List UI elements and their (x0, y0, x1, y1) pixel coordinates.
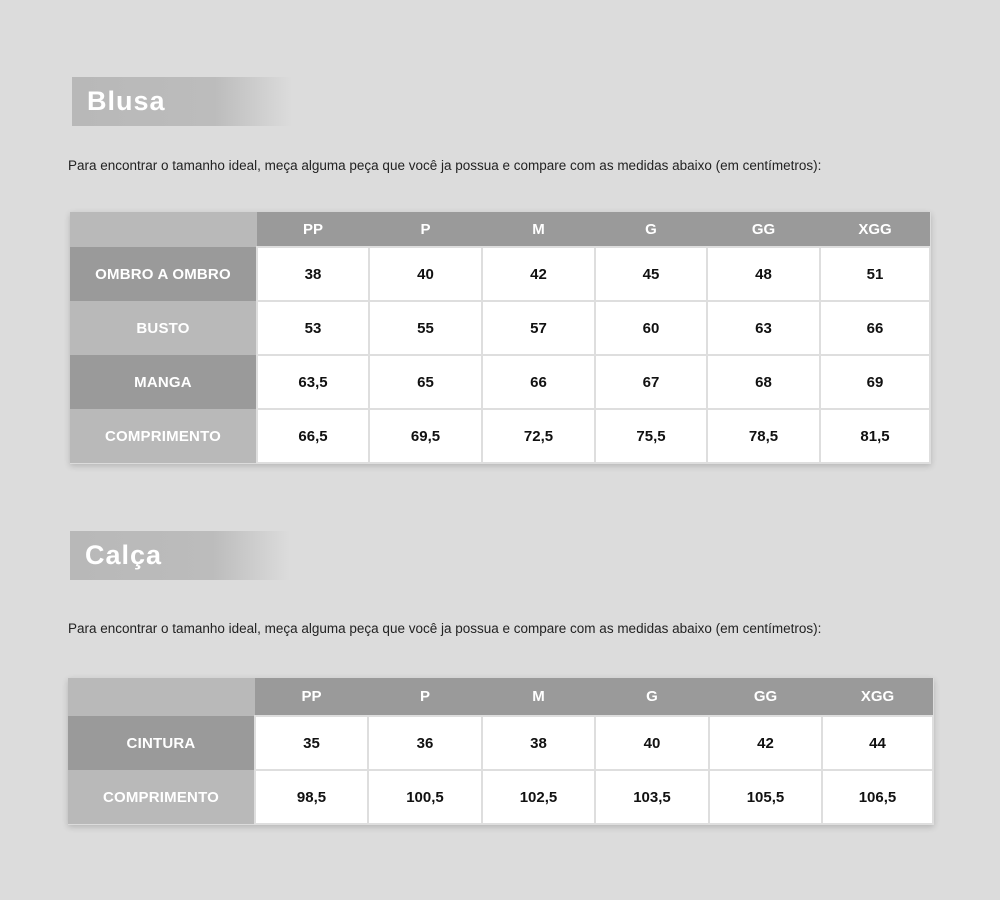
measure-cell: 55 (369, 301, 482, 355)
calca-size-header: XGG (822, 678, 933, 716)
measure-cell: 78,5 (707, 409, 820, 463)
measure-cell: 60 (595, 301, 707, 355)
calca-intro-text: Para encontrar o tamanho ideal, meça alguma peça que você ja possua e compare com as medidas abaixo (em centímetros): (68, 621, 822, 636)
measure-cell: 66 (482, 355, 595, 409)
row-label: MANGA (70, 355, 257, 409)
measure-cell: 72,5 (482, 409, 595, 463)
table-row (70, 409, 930, 463)
measure-cell: 81,5 (820, 409, 930, 463)
measure-cell: 75,5 (595, 409, 707, 463)
measure-cell: 67 (595, 355, 707, 409)
row-label: BUSTO (70, 301, 257, 355)
measure-cell: 69 (820, 355, 930, 409)
measure-cell: 48 (707, 247, 820, 301)
blusa-size-header: GG (707, 212, 820, 247)
measure-cell: 98,5 (255, 770, 368, 824)
blusa-corner-cell (70, 212, 257, 247)
blusa-header-row (70, 212, 930, 247)
blusa-title: Blusa (72, 77, 292, 126)
blusa-size-header: M (482, 212, 595, 247)
table-row (70, 247, 930, 301)
calca-size-header: GG (709, 678, 822, 716)
measure-cell: 38 (482, 716, 595, 770)
measure-cell: 63 (707, 301, 820, 355)
measure-cell: 42 (482, 247, 595, 301)
blusa-size-header: PP (257, 212, 369, 247)
measure-cell: 69,5 (369, 409, 482, 463)
measure-cell: 63,5 (257, 355, 369, 409)
measure-cell: 45 (595, 247, 707, 301)
table-row (68, 770, 933, 824)
row-label: CINTURA (68, 716, 255, 770)
calca-size-table (68, 678, 934, 825)
blusa-size-table (70, 212, 931, 464)
measure-cell: 100,5 (368, 770, 482, 824)
calca-size-header: G (595, 678, 709, 716)
calca-header-row (68, 678, 933, 716)
blusa-size-header: G (595, 212, 707, 247)
table-row (68, 716, 933, 770)
measure-cell: 57 (482, 301, 595, 355)
calca-size-header: M (482, 678, 595, 716)
measure-cell: 38 (257, 247, 369, 301)
table-row (70, 301, 930, 355)
measure-cell: 51 (820, 247, 930, 301)
measure-cell: 35 (255, 716, 368, 770)
measure-cell: 68 (707, 355, 820, 409)
table-row (70, 355, 930, 409)
measure-cell: 102,5 (482, 770, 595, 824)
measure-cell: 106,5 (822, 770, 933, 824)
measure-cell: 65 (369, 355, 482, 409)
row-label: COMPRIMENTO (68, 770, 255, 824)
row-label: OMBRO A OMBRO (70, 247, 257, 301)
blusa-size-header: P (369, 212, 482, 247)
blusa-size-header: XGG (820, 212, 930, 247)
measure-cell: 40 (595, 716, 709, 770)
measure-cell: 36 (368, 716, 482, 770)
calca-size-header: PP (255, 678, 368, 716)
measure-cell: 53 (257, 301, 369, 355)
calca-size-header: P (368, 678, 482, 716)
measure-cell: 42 (709, 716, 822, 770)
calca-corner-cell (68, 678, 255, 716)
measure-cell: 105,5 (709, 770, 822, 824)
measure-cell: 103,5 (595, 770, 709, 824)
calca-title: Calça (70, 531, 290, 580)
measure-cell: 66,5 (257, 409, 369, 463)
measure-cell: 66 (820, 301, 930, 355)
blusa-intro-text: Para encontrar o tamanho ideal, meça alguma peça que você ja possua e compare com as medidas abaixo (em centímetros): (68, 158, 822, 173)
measure-cell: 40 (369, 247, 482, 301)
measure-cell: 44 (822, 716, 933, 770)
row-label: COMPRIMENTO (70, 409, 257, 463)
